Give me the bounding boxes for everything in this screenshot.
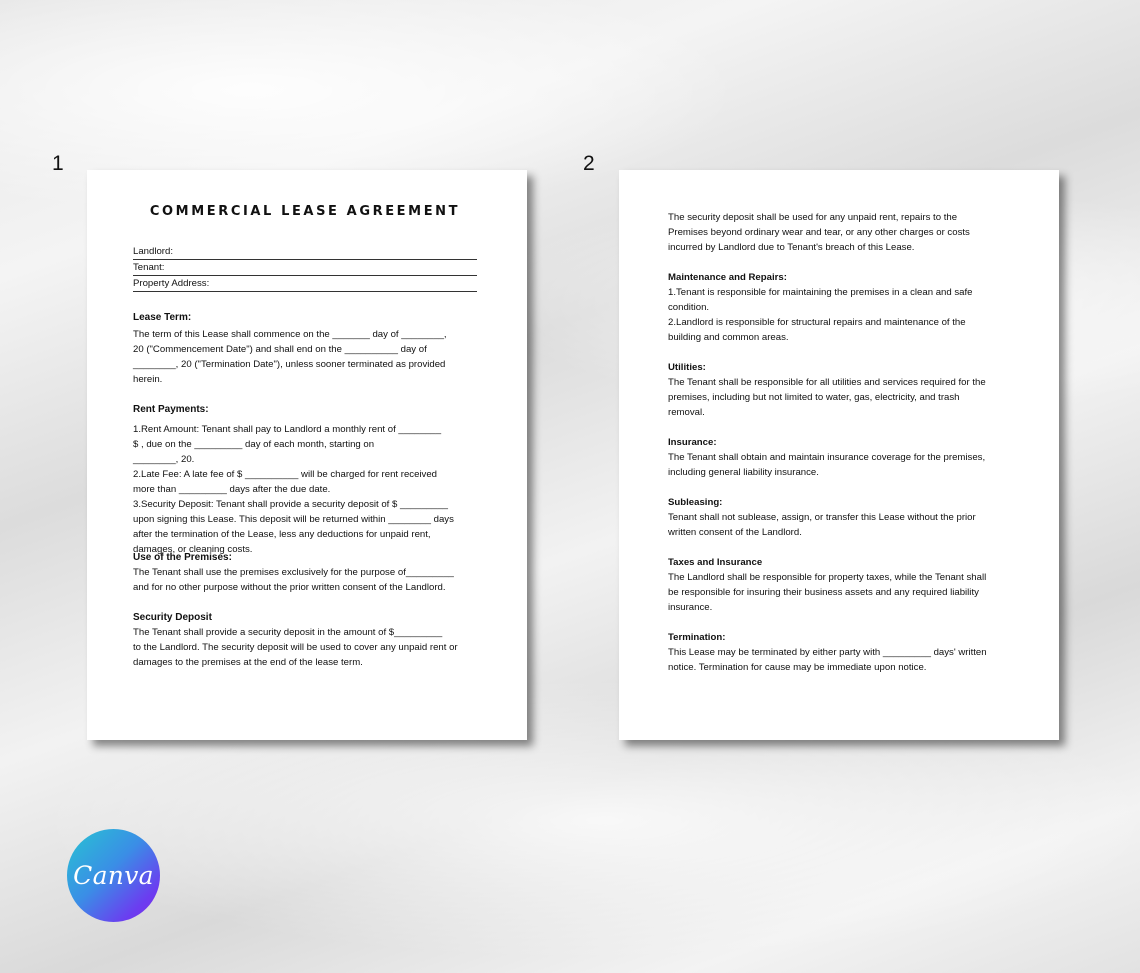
maintenance-body: 1.Tenant is responsible for maintaining the premises in a clean and safe condition. 2.Landlord is responsible for structural repairs and maintenance of the building and common areas. (668, 287, 973, 343)
rent-amount-item: 1.Rent Amount: Tenant shall pay to Landlord a monthly rent of ________ $ , due on the _________ day of each month, starting on ________, 20. (133, 424, 442, 465)
insurance-section (668, 435, 1009, 480)
utilities-section (668, 360, 1009, 420)
tenant-field: Tenant: (133, 261, 477, 276)
termination-body: This Lease may be terminated by either party with _________ days' written notice. Termination for cause may be immediate upon notice. (668, 647, 987, 673)
termination-heading: Termination: (668, 632, 726, 643)
lease-term-heading: Lease Term: (133, 312, 192, 323)
use-of-premises-body: The Tenant shall use the premises exclusively for the purpose of_________ and for no other purpose without the prior written consent of the Landlord. (133, 567, 454, 593)
landlord-field: Landlord: (133, 245, 477, 260)
utilities-heading: Utilities: (668, 362, 706, 373)
subleasing-heading: Subleasing: (668, 497, 723, 508)
termination-section (668, 630, 1009, 675)
subleasing-body: Tenant shall not sublease, assign, or transfer this Lease without the prior written consent of the Landlord. (668, 512, 976, 538)
deposit-use-body: The security deposit shall be used for any unpaid rent, repairs to the Premises beyond ordinary wear and tear, or any other charges or costs incurred by Landlord due to Tenant's breach of this Lease. (668, 212, 970, 253)
document-page-2 (619, 170, 1059, 740)
use-of-premises-section (133, 550, 477, 595)
taxes-section (668, 555, 1009, 615)
security-deposit-section (133, 610, 477, 670)
taxes-heading: Taxes and Insurance (668, 557, 763, 568)
insurance-body: The Tenant shall obtain and maintain insurance coverage for the premises, including general liability insurance. (668, 452, 986, 478)
canva-logo-text: Canva (73, 861, 154, 890)
property-address-field: Property Address: (133, 277, 477, 292)
maintenance-heading: Maintenance and Repairs: (668, 272, 787, 283)
document-page-1 (87, 170, 527, 740)
deposit-use-paragraph (668, 210, 1009, 255)
utilities-body: The Tenant shall be responsible for all utilities and services required for the premises, including but not limited to water, gas, electricity, and trash removal. (668, 377, 986, 418)
page-number-2: 2 (583, 152, 595, 175)
security-deposit-heading: Security Deposit (133, 612, 212, 623)
maintenance-section (668, 270, 1009, 345)
party-fields (133, 245, 477, 292)
rent-payments-heading: Rent Payments: (133, 404, 209, 415)
page-number-1: 1 (52, 152, 64, 175)
subleasing-section (668, 495, 1009, 540)
security-deposit-item: 3.Security Deposit: Tenant shall provide a security deposit of $ _________ upon signing this Lease. This deposit will be returned within ________ days after the termination of the Lease, less any deductions for unpaid rent, damages, or cleaning costs. (133, 499, 454, 555)
security-deposit-body: The Tenant shall provide a security deposit in the amount of $_________ to the Landlord. The security deposit will be used to cover any unpaid rent or damages to the premises at the end of the lease term. (133, 627, 458, 668)
late-fee-item: 2.Late Fee: A late fee of $ __________ will be charged for rent received more than _________ days after the due date. (133, 469, 438, 495)
use-of-premises-heading: Use of the Premises: (133, 552, 232, 563)
lease-term-section (133, 310, 477, 387)
lease-term-body: The term of this Lease shall commence on the _______ day of ________, 20 ("Commencement Date") and shall end on the __________ day of ________, 20 ("Termination Date"), unless sooner terminated as provided herein. (133, 329, 447, 385)
taxes-body: The Landlord shall be responsible for property taxes, while the Tenant shall be responsible for insuring their business assets and any required liability insurance. (668, 572, 987, 613)
insurance-heading: Insurance: (668, 437, 717, 448)
rent-payments-section (133, 402, 477, 557)
canva-logo-icon (67, 829, 160, 922)
document-title: COMMERCIAL LEASE AGREEMENT (149, 204, 461, 219)
